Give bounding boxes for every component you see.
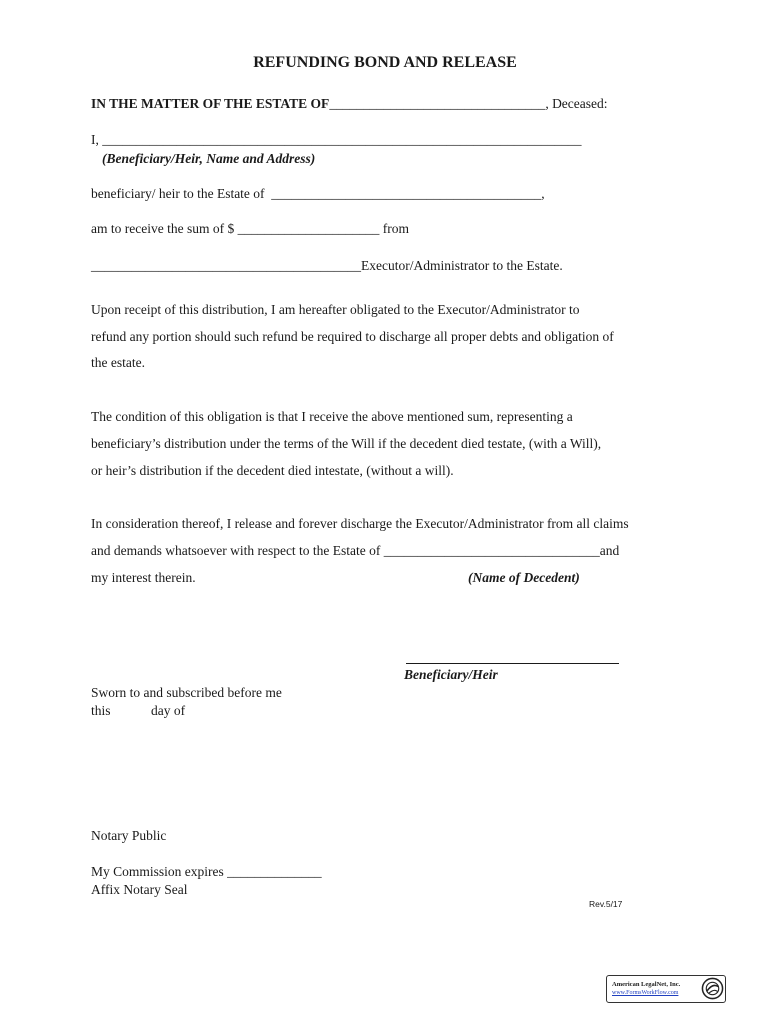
executor-field[interactable]: ________________________________________Executor/Administrator to the Estate. xyxy=(91,258,563,273)
logo-url-link[interactable]: www.FormsWorkFlow.com xyxy=(612,990,679,996)
signature-line[interactable] xyxy=(406,663,619,664)
company-seal-icon xyxy=(701,977,724,1000)
notary-public-label: Notary Public xyxy=(91,828,167,843)
paragraph-1-line-2: refund any portion should such refund be required to discharge all proper debts and obligation of xyxy=(91,329,614,344)
estate-matter-label: IN THE MATTER OF THE ESTATE OF xyxy=(91,96,330,111)
this-day-of-field[interactable]: this day of xyxy=(91,703,186,718)
decedent-caption: (Name of Decedent) xyxy=(468,570,580,585)
decedent-name-field[interactable]: and demands whatsoever with respect to the Estate of ________________________________and xyxy=(91,543,620,558)
paragraph-2-line-3: or heir’s distribution if the decedent died intestate, (without a will). xyxy=(91,463,454,478)
sum-field[interactable]: am to receive the sum of $ _____________________ from xyxy=(91,221,409,236)
paragraph-3-line-1: In consideration thereof, I release and forever discharge the Executor/Administrator from all claims xyxy=(91,516,629,531)
paragraph-2-line-1: The condition of this obligation is that I receive the above mentioned sum, representing a xyxy=(91,409,573,424)
signature-caption: Beneficiary/Heir xyxy=(404,667,498,682)
paragraph-2-line-2: beneficiary’s distribution under the terms of the Will if the decedent died testate, (with a Will), xyxy=(91,436,602,451)
sworn-statement: Sworn to and subscribed before me xyxy=(91,685,282,700)
estate-matter-line xyxy=(91,97,608,111)
estate-name-blank[interactable]: ________________________________ xyxy=(329,96,546,111)
beneficiary-caption: (Beneficiary/Heir, Name and Address) xyxy=(102,151,316,166)
affix-seal-label: Affix Notary Seal xyxy=(91,882,188,897)
deceased-suffix: , Deceased: xyxy=(545,96,608,111)
beneficiary-name-field[interactable]: I, _______________________________________________________________________ xyxy=(91,132,582,147)
estate-of-field[interactable]: beneficiary/ heir to the Estate of ________________________________________, xyxy=(91,186,545,201)
revision-label: Rev.5/17 xyxy=(589,899,623,909)
paragraph-3-line-3: my interest therein. xyxy=(91,570,196,585)
paragraph-1-line-1: Upon receipt of this distribution, I am hereafter obligated to the Executor/Administrator to xyxy=(91,302,580,317)
logo-company-name: American LegalNet, Inc. xyxy=(612,981,681,988)
paragraph-1-line-3: the estate. xyxy=(91,355,145,370)
footer-logo[interactable] xyxy=(606,975,726,1003)
document-title: REFUNDING BOND AND RELEASE xyxy=(253,54,517,71)
commission-expires-field[interactable]: My Commission expires ______________ xyxy=(91,864,322,879)
